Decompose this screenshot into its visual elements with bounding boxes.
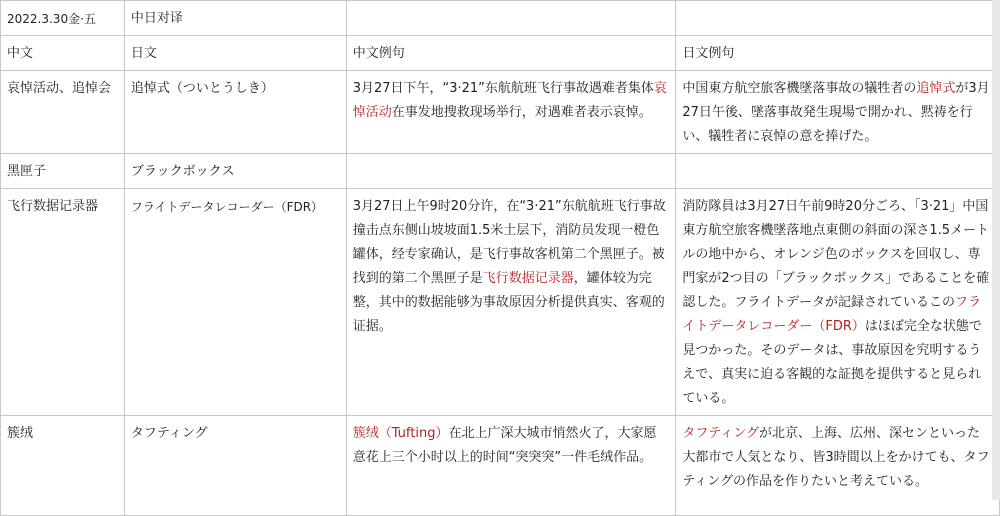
zh-example: 簇绒（Tufting）在北上广深大城市悄然火了，大家愿意花上三个小时以上的时间“突突突”一件毛绒作品。 <box>346 416 676 516</box>
column-header-ja-example: 日文例句 <box>676 36 1000 71</box>
table-row <box>1 154 1000 189</box>
date-cell: 2022.3.30金·五 <box>1 1 125 36</box>
table-row <box>1 189 1000 416</box>
ja-example: 中国東方航空旅客機墜落事故の犠牲者の追悼式が3月27日午後、墜落事故発生現場で開かれ、黙祷を行い、犠牲者に哀悼の意を捧げた。 <box>676 71 1000 154</box>
column-header-ja: 日文 <box>124 36 346 71</box>
highlight-term: 簇绒（Tufting） <box>352 426 449 441</box>
zh-term: 簇绒 <box>1 416 125 516</box>
zh-term: 黑匣子 <box>1 154 125 189</box>
highlight-term: 飞行数据记录器 <box>482 271 574 286</box>
ja-example <box>676 154 1000 189</box>
zh-term: 哀悼活动、追悼会 <box>1 71 125 154</box>
empty-header-cell <box>676 1 1000 36</box>
ja-term: フライトデータレコーダー（FDR） <box>124 189 346 416</box>
ja-example: 消防隊員は3月27日午前9時20分ごろ、「3·21」中国東方航空旅客機墜落地点東側の斜面の深さ1.5メートルの地中から、オレンジ色のボックスを回収し、専門家が2つ目の「ブラックボックス」であることを確認した。フライトデータが記録されているこのフライトデータレコーダー（FDR）はほぼ完全な状態で見つかった。そのデータは、事故原因を究明するうえで、真実に迫る客観的な証拠を提供すると見られている。 <box>676 189 1000 416</box>
column-header-zh: 中文 <box>1 36 125 71</box>
zh-example <box>346 154 676 189</box>
title-cell: 中日对译 <box>124 1 346 36</box>
table-row <box>1 71 1000 154</box>
highlight-term: 哀悼活动 <box>352 81 667 120</box>
zh-example: 3月27日上午9时20分许，在“3·21”东航航班飞行事故撞击点东侧山坡坡面1.5米土层下，消防员发现一橙色罐体，经专家确认，是飞行事故客机第二个黑匣子。被找到的第二个黑匣子是飞行数据记录器，罐体较为完整，其中的数据能够为事故原因分析提供真实、客观的证据。 <box>346 189 676 416</box>
table-row <box>1 416 1000 516</box>
empty-header-cell <box>346 1 676 36</box>
highlight-term: フライトデータレコーダー（FDR） <box>682 295 981 334</box>
column-header-row <box>1 36 1000 71</box>
zh-example: 3月27日下午，“3·21”东航航班飞行事故遇难者集体哀悼活动在事发地搜救现场举行，对遇难者表示哀悼。 <box>346 71 676 154</box>
ja-term: 追悼式（ついとうしき） <box>124 71 346 154</box>
ja-term: タフティング <box>124 416 346 516</box>
zh-term: 飞行数据记录器 <box>1 189 125 416</box>
scroll-edge <box>992 0 1000 500</box>
highlight-term: 追悼式 <box>916 81 956 96</box>
ja-term: ブラックボックス <box>124 154 346 189</box>
header-row <box>1 1 1000 36</box>
column-header-zh-example: 中文例句 <box>346 36 676 71</box>
highlight-term: タフティング <box>682 426 760 441</box>
ja-example: タフティングが北京、上海、広州、深センといった大都市で人気となり、皆3時間以上をかけても、タフティングの作品を作りたいと考えている。 <box>676 416 1000 516</box>
